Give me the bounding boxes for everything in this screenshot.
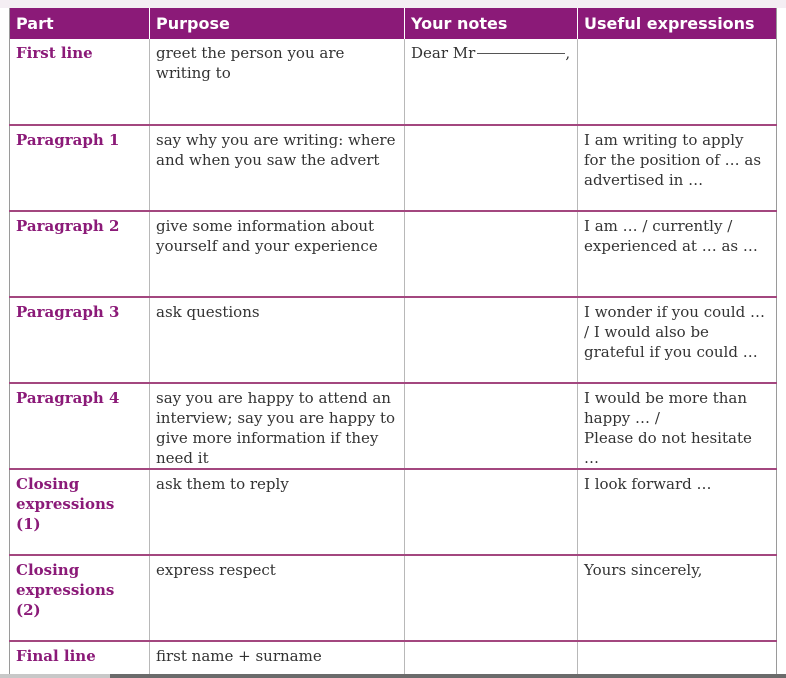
part-cell: Paragraph 4 — [10, 383, 150, 469]
header-purpose: Purpose — [150, 8, 405, 39]
purpose-cell: greet the person you are writing to — [150, 39, 405, 125]
notes-cell — [405, 555, 578, 641]
expression-line: I would be more than happy … / — [584, 389, 748, 427]
notes-cell — [405, 125, 578, 211]
expressions-cell — [578, 555, 777, 641]
notes-cell — [405, 39, 578, 125]
purpose-cell: express respect — [150, 555, 405, 641]
part-cell: Paragraph 1 — [10, 125, 150, 211]
purpose-cell: ask questions — [150, 297, 405, 383]
expressions-cell — [578, 211, 777, 297]
table-row — [10, 555, 777, 641]
purpose-cell: give some information about yourself and your experience — [150, 211, 405, 297]
top-margin-strip — [0, 0, 786, 8]
expressions-cell — [578, 39, 777, 125]
header-part: Part — [10, 8, 150, 39]
part-cell: Paragraph 2 — [10, 211, 150, 297]
table-row — [10, 211, 777, 297]
table-row — [10, 39, 777, 125]
fill-in-blank-line — [477, 52, 565, 54]
expressions-cell — [578, 297, 777, 383]
part-cell: Closing expressions (2) — [10, 555, 150, 641]
notes-comma: , — [565, 44, 571, 62]
header-row — [10, 8, 777, 39]
notes-cell — [405, 469, 578, 555]
table-row — [10, 469, 777, 555]
table-row — [10, 641, 777, 675]
table-row — [10, 125, 777, 211]
notes-cell — [405, 383, 578, 469]
notes-cell — [405, 297, 578, 383]
part-cell: Paragraph 3 — [10, 297, 150, 383]
expression-line: I am … / currently / experienced at … as … — [584, 217, 758, 255]
table-row — [10, 297, 777, 383]
expressions-cell — [578, 641, 777, 675]
table-row — [10, 383, 777, 469]
expression-line: Please do not hesitate … — [584, 429, 752, 467]
letter-plan-table — [9, 8, 777, 675]
notes-cell — [405, 211, 578, 297]
purpose-cell: say you are happy to attend an interview; say you are happy to give more information if they need it — [150, 383, 405, 469]
purpose-cell: first name + surname — [150, 641, 405, 675]
purpose-cell: say why you are writing: where and when you saw the advert — [150, 125, 405, 211]
expressions-cell — [578, 125, 777, 211]
part-cell: Closing expressions (1) — [10, 469, 150, 555]
part-cell: Final line — [10, 641, 150, 675]
expressions-cell — [578, 383, 777, 469]
part-cell: First line — [10, 39, 150, 125]
bottom-edge-strip — [0, 674, 786, 678]
purpose-cell: ask them to reply — [150, 469, 405, 555]
header-expressions: Useful expressions — [578, 8, 777, 39]
expression-line: Yours sincerely, — [584, 561, 703, 579]
header-notes: Your notes — [405, 8, 578, 39]
notes-cell — [405, 641, 578, 675]
expression-line: I wonder if you could … / I would also be grateful if you could … — [584, 303, 765, 361]
notes-salutation: Dear Mr — [411, 44, 476, 62]
expression-line: I look forward … — [584, 475, 712, 493]
expression-line: I am writing to apply for the position of … as advertised in … — [584, 131, 762, 189]
expressions-cell — [578, 469, 777, 555]
